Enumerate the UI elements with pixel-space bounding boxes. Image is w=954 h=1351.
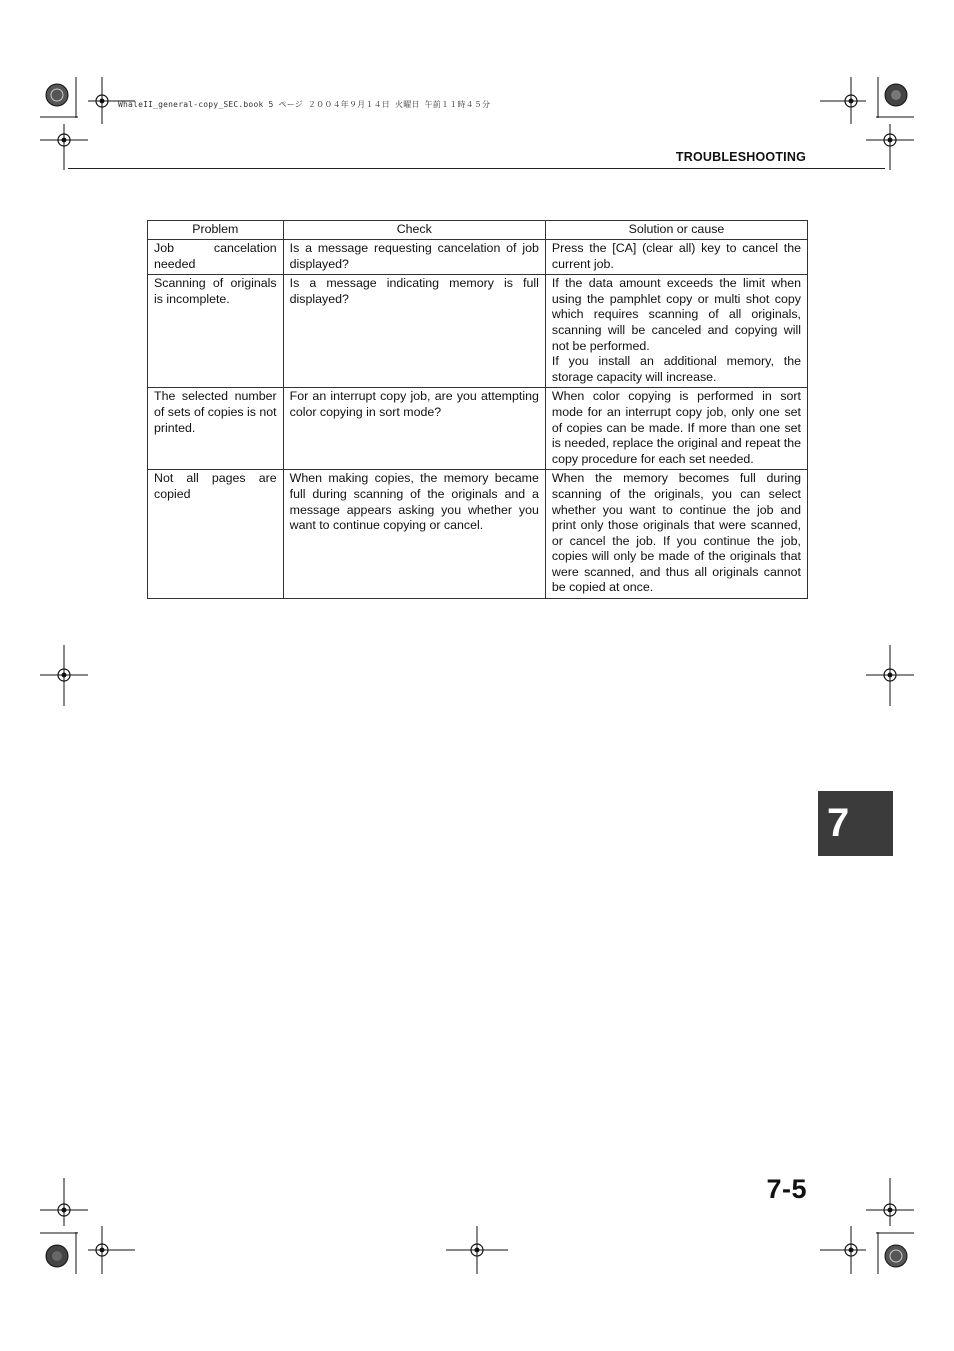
chapter-tab: 7 xyxy=(818,791,893,856)
solution-cell xyxy=(545,470,807,599)
table-row xyxy=(148,470,808,599)
problem-cell: Scanning of originals is incomplete. xyxy=(148,275,284,388)
solution-paragraph: When the memory becomes full during scanning of the originals, you can select whether you want to continue the job and print only those originals that were scanned, or cancel the job. If you continue the job, copies will only be made of the originals that were scanned, and thus all originals cannot be copied at once. xyxy=(551,471,801,595)
column-header-check: Check xyxy=(283,221,545,240)
check-cell: For an interrupt copy job, are you attempting color copying in sort mode? xyxy=(283,388,545,470)
solution-paragraph: If the data amount exceeds the limit when using the pamphlet copy or multi shot copy which requires scanning of all originals, scanning will be canceled and copying will not be performed. xyxy=(551,276,801,353)
table-row xyxy=(148,240,808,275)
page-number: 7-5 xyxy=(766,1174,807,1204)
solution-cell xyxy=(545,275,807,388)
table-header-row xyxy=(148,221,808,240)
section-title: TROUBLESHOOTING xyxy=(675,150,806,164)
problem-cell: Not all pages are copied xyxy=(148,470,284,599)
solution-paragraph: If you install an additional memory, the storage capacity will increase. xyxy=(551,354,801,384)
solution-cell xyxy=(545,388,807,470)
print-file-header: WhaleII_general-copy_SEC.book 5 ページ ２００４年９月１４日 火曜日 午前１１時４５分 xyxy=(118,100,491,109)
check-cell: Is a message indicating memory is full displayed? xyxy=(283,275,545,388)
check-cell: Is a message requesting cancelation of job displayed? xyxy=(283,240,545,275)
solution-paragraph: Press the [CA] (clear all) key to cancel the current job. xyxy=(551,241,801,271)
check-cell: When making copies, the memory became full during scanning of the originals and a message appears asking you whether you want to continue copying or cancel. xyxy=(283,470,545,599)
problem-cell: Job cancelation needed xyxy=(148,240,284,275)
column-header-problem: Problem xyxy=(148,221,284,240)
header-rule xyxy=(68,168,885,169)
table-row xyxy=(148,275,808,388)
solution-cell xyxy=(545,240,807,275)
troubleshooting-table xyxy=(147,220,808,599)
problem-cell: The selected number of sets of copies is not printed. xyxy=(148,388,284,470)
solution-paragraph: When color copying is performed in sort mode for an interrupt copy job, only one set of copies can be made. If more than one set is needed, replace the original and repeat the copy procedure for each set needed. xyxy=(551,389,801,466)
table-row xyxy=(148,388,808,470)
column-header-solution: Solution or cause xyxy=(545,221,807,240)
